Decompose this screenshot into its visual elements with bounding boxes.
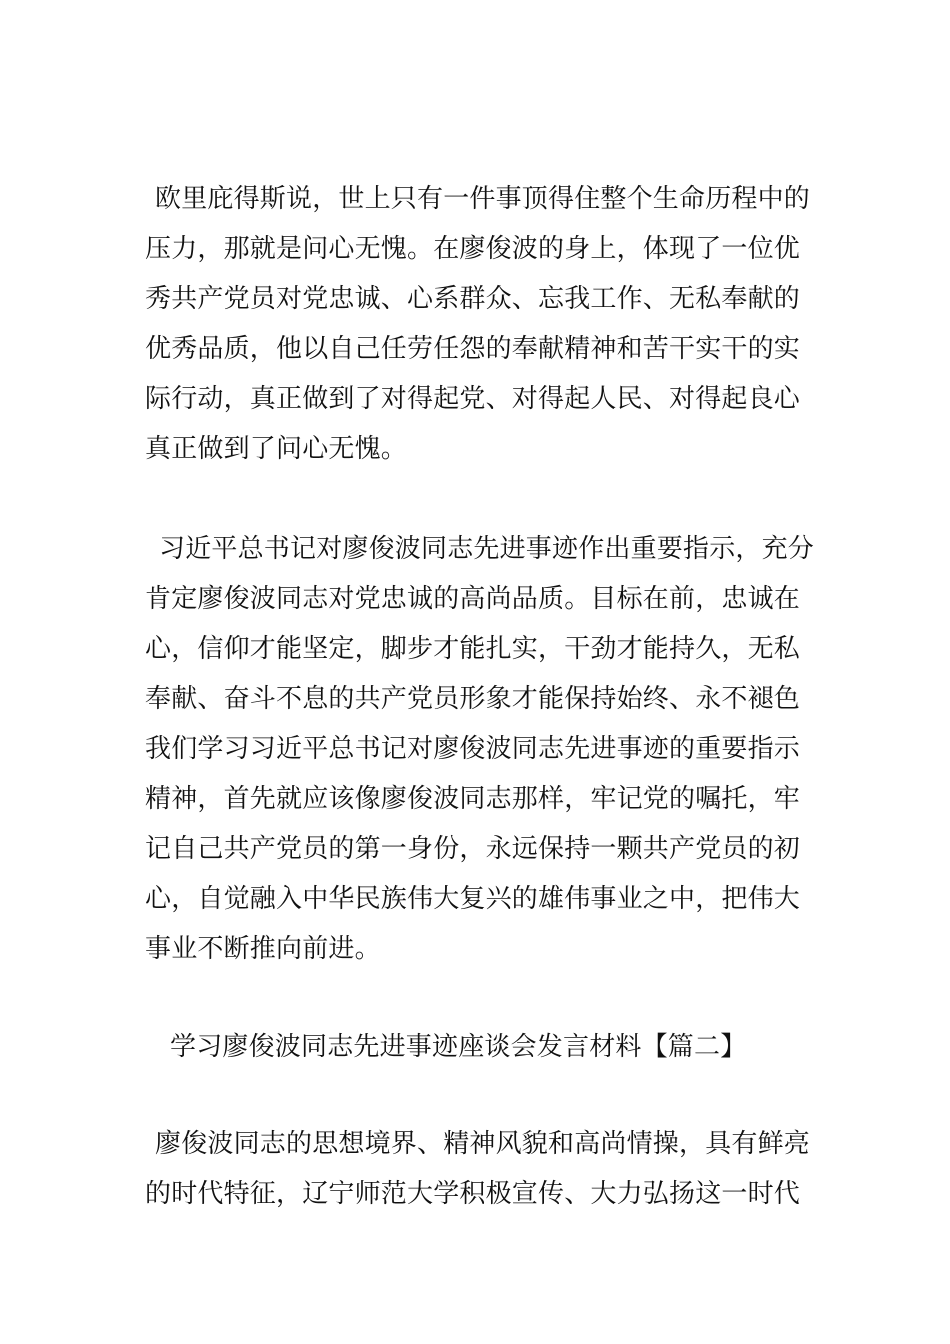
section-heading	[145, 1022, 810, 1072]
paragraph-line: 我们学习习近平总书记对廖俊波同志先进事迹的重要指示	[145, 734, 801, 764]
paragraph-line: 奉献、奋斗不息的共产党员形象才能保持始终、永不褪色	[145, 684, 801, 714]
paragraph-line: 真正做到了问心无愧。	[145, 434, 408, 464]
paragraph-line: 习近平总书记对廖俊波同志先进事迹作出重要指示，充分	[159, 534, 815, 564]
paragraph-line: 际行动，真正做到了对得起党、对得起人民、对得起良心	[145, 384, 801, 414]
paragraph-instructions	[145, 524, 815, 974]
paragraph-line: 肯定廖俊波同志对党忠诚的高尚品质。目标在前，忠诚在	[145, 584, 801, 614]
paragraph-line: 压力，那就是问心无愧。在廖俊波的身上，体现了一位优	[145, 234, 801, 264]
paragraph-line: 心，信仰才能坚定，脚步才能扎实，干劲才能持久，无私	[145, 634, 801, 664]
paragraph-line: 事业不断推向前进。	[145, 934, 381, 964]
paragraph-line: 心，自觉融入中华民族伟大复兴的雄伟事业之中，把伟大	[145, 884, 801, 914]
paragraph-line: 记自己共产党员的第一身份，永远保持一颗共产党员的初	[145, 834, 801, 864]
paragraph-line: 精神，首先就应该像廖俊波同志那样，牢记党的嘱托，牢	[145, 784, 801, 814]
paragraph-line: 优秀品质，他以自己任劳任怨的奉献精神和苦干实干的实	[145, 334, 801, 364]
paragraph-line: 秀共产党员对党忠诚、心系群众、忘我工作、无私奉献的	[145, 284, 801, 314]
paragraph-euripides	[145, 174, 810, 474]
paragraph-line: 欧里庇得斯说，世上只有一件事顶得住整个生命历程中的	[155, 184, 811, 214]
paragraph-spirit	[145, 1119, 810, 1219]
section-heading-text: 学习廖俊波同志先进事迹座谈会发言材料【篇二】	[170, 1032, 747, 1062]
paragraph-line: 廖俊波同志的思想境界、精神风貌和高尚情操，具有鲜亮	[155, 1129, 811, 1159]
paragraph-line: 的时代特征，辽宁师范大学积极宣传、大力弘扬这一时代	[145, 1179, 801, 1209]
